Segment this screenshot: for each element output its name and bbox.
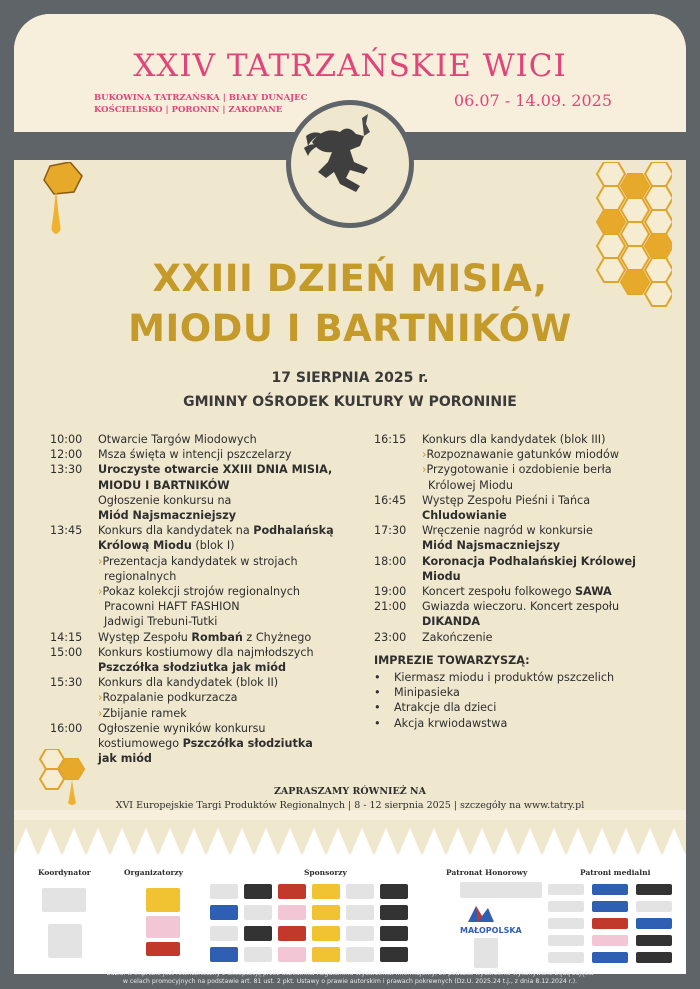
schedule-line: Otwarcie Targów Miodowych (98, 433, 257, 446)
chevron-right-icon: › (98, 706, 103, 720)
schedule-item (374, 599, 674, 629)
schedule-line: ›Prezentacja kandydatek w strojach (98, 554, 298, 568)
extras-item: • Minipasieka (374, 686, 460, 700)
schedule-time: 16:00 (50, 721, 83, 735)
schedule-time: 16:15 (374, 433, 407, 446)
sponsor-logo (346, 905, 374, 920)
zigzag-border (14, 820, 686, 856)
schedule-right-rows (374, 432, 674, 645)
schedule-line: ›Zbijanie ramek (98, 706, 187, 720)
schedule-line: Konkurs dla kandydatek (blok II) (98, 676, 279, 690)
schedule-line: regionalnych (104, 569, 177, 583)
schedule-line: ›Rozpalanie podkurzacza (98, 691, 238, 705)
media-patron-logo (636, 952, 672, 963)
schedule-line: Występ Zespołu Pieśni i Tańca (422, 493, 591, 507)
schedule-item (374, 523, 674, 553)
media-patron-logo (592, 952, 628, 963)
schedule-right (374, 432, 674, 731)
schedule-line: MIODU I BARTNIKÓW (98, 478, 230, 492)
media-patron-logo (548, 884, 584, 895)
sponsor-logo (346, 926, 374, 941)
schedule-description (422, 493, 674, 523)
schedule-time: 17:30 (374, 524, 407, 538)
schedule-time: 18:00 (374, 554, 407, 568)
media-patron-logo (548, 918, 584, 929)
sponsor-logo (210, 905, 238, 920)
running-figure-logo-icon (304, 112, 396, 204)
schedule-item (50, 432, 360, 447)
schedule-time: 13:30 (50, 463, 83, 477)
festival-places: BUKOWINA TATRZAŃSKA | BIAŁY DUNAJEC KOŚCIELISKO | PORONIN | ZAKOPANE (94, 93, 308, 115)
schedule-line: ›Przygotowanie i ozdobienie berła (422, 463, 612, 477)
media-patron-logo (592, 901, 628, 912)
schedule-line: Gwiazda wieczoru. Koncert zespołu (422, 600, 620, 614)
media-patron-logo (636, 901, 672, 912)
schedule-line: DIKANDA (422, 615, 481, 629)
schedule-description (98, 630, 360, 645)
extras-title: IMPREZIE TOWARZYSZĄ: (374, 653, 530, 667)
sponsor-logo (244, 884, 272, 899)
schedule-description (422, 523, 674, 553)
sponsor-logo (210, 947, 238, 962)
schedule-line: jak miód (98, 752, 152, 766)
sponsor-logo (210, 884, 238, 899)
media-patron-logo (548, 901, 584, 912)
schedule-line: Koronacja Podhalańskiej Królowej Miodu (422, 554, 636, 583)
schedule-item (50, 462, 360, 523)
bullet-icon: • (374, 686, 381, 700)
schedule-item (50, 675, 360, 721)
sponsor-logo (346, 947, 374, 962)
sponsor-logo (244, 947, 272, 962)
bullet-icon: • (374, 701, 381, 715)
chevron-right-icon: › (98, 554, 103, 568)
organizer-logo-2 (146, 916, 180, 938)
bullet-icon: • (374, 716, 381, 730)
schedule-line: Ogłoszenie wyników konkursu (98, 721, 266, 735)
schedule-line: Konkurs dla kandydatek (blok III) (422, 433, 606, 446)
patronage-text-logo (460, 882, 542, 898)
schedule-time: 23:00 (374, 630, 407, 644)
extras-item: • Kiermasz miodu i produktów pszczelich (374, 671, 615, 685)
schedule-description (422, 599, 674, 629)
media-patron-logo (592, 884, 628, 895)
extras-item: • Atrakcje dla dzieci (374, 701, 497, 715)
schedule-line: Zakończenie (422, 630, 493, 644)
schedule-line: Pracowni HAFT FASHION (104, 600, 240, 614)
media-patron-logo (636, 884, 672, 895)
sponsor-logo (380, 947, 408, 962)
media-patron-logo (636, 918, 672, 929)
schedule-description (98, 523, 360, 629)
chevron-right-icon: › (98, 691, 103, 705)
schedule-time: 15:30 (50, 676, 83, 690)
schedule-line: Pszczółka słodziutka jak miód (98, 661, 286, 675)
sponsor-logo (312, 926, 340, 941)
schedule-line: Msza święta w intencji pszczelarzy (98, 448, 292, 462)
sponsor-logo (346, 884, 374, 899)
sponsor-logo (312, 905, 340, 920)
schedule-line: Królowej Miodu (428, 478, 513, 492)
schedule-line: Chludowianie (422, 509, 507, 523)
schedule-item (374, 584, 674, 599)
legal-footer: Udział w imprezie jest równoznaczny z akceptacją przez uczestnika Regulaminu Wydarzenia. Informujemy, że podczas wydarzenia wykonywane będą zdjęcia w celach promocyjnych na podstawie art. 81 ust. 2 pkt. Ustawy o prawie autorskim i prawach pokrewnych (Dz.U. 2025.24 t.j., z dnia 8.12.2024 r.). (106, 970, 594, 985)
festival-dates: 06.07 - 14.09. 2025 (453, 91, 612, 110)
malopolska-label: MAŁOPOLSKA (460, 926, 522, 935)
patronage-heading: Patronat Honorowy (446, 868, 528, 877)
extras-list (374, 670, 674, 731)
sponsor-logo (244, 926, 272, 941)
schedule-time: 12:00 (50, 448, 83, 462)
schedule-left (50, 432, 360, 766)
schedule-line: Miód Najsmaczniejszy (98, 509, 236, 523)
malopolska-mark-icon (466, 902, 496, 924)
patronage-crest-logo (474, 938, 498, 968)
schedule-line: Występ Zespołu Rombań z Chyżnego (98, 630, 312, 644)
coordinator-logo (42, 888, 86, 912)
chevron-right-icon: › (422, 463, 427, 477)
media-patron-logo (592, 935, 628, 946)
schedule-description (422, 630, 674, 645)
schedule-item (374, 493, 674, 523)
partners-section (14, 854, 686, 974)
sponsor-logo (312, 884, 340, 899)
schedule-line: Konkurs dla kandydatek na Podhalańską (98, 524, 334, 538)
event-date: 17 SIERPNIA 2025 r. (271, 370, 429, 386)
schedule-item (374, 432, 674, 493)
sponsor-logo (278, 884, 306, 899)
media-heading: Patroni medialni (580, 868, 651, 877)
schedule-line: kostiumowego Pszczółka słodziutka (98, 737, 313, 751)
poster (14, 14, 686, 974)
schedule-item (50, 630, 360, 645)
media-patron-logo (548, 952, 584, 963)
event-place: GMINNY OŚRODEK KULTURY W PORONINIE (183, 394, 517, 410)
sponsors-heading: Sponsorzy (304, 868, 347, 877)
chevron-right-icon: › (422, 448, 427, 462)
festival-title: XXIV TATRZAŃSKIE WICI (133, 48, 567, 84)
coordinator-heading: Koordynator (38, 868, 91, 877)
schedule-line: ›Pokaz kolekcji strojów regionalnych (98, 585, 300, 599)
invite-heading: ZAPRASZAMY RÓWNIEŻ NA (274, 786, 426, 797)
organizer-logo-3 (146, 942, 180, 956)
organizer-logo-1 (146, 888, 180, 912)
schedule-item (50, 523, 360, 629)
bullet-icon: • (374, 671, 381, 685)
schedule-line: ›Rozpoznawanie gatunków miodów (422, 448, 619, 462)
schedule-description (98, 721, 360, 767)
coordinator-logo-2 (48, 924, 82, 958)
schedule-description (98, 645, 360, 675)
invite-details: XVI Europejskie Targi Produktów Regionalnych | 8 - 12 sierpnia 2025 | szczegóły na www.tatry.pl (115, 800, 585, 811)
sponsor-logo (380, 926, 408, 941)
schedule-item (374, 554, 674, 584)
sponsor-logo (244, 905, 272, 920)
chevron-right-icon: › (98, 585, 103, 599)
schedule-line: Koncert zespołu folkowego SAWA (422, 585, 612, 599)
sponsor-logo (278, 947, 306, 962)
media-patron-logo (548, 935, 584, 946)
schedule-line: Miód Najsmaczniejszy (422, 539, 560, 553)
schedule-time: 19:00 (374, 585, 407, 599)
sponsor-logo (278, 926, 306, 941)
extras-item: • Akcja krwiodawstwa (374, 716, 508, 730)
schedule-time: 13:45 (50, 524, 83, 538)
schedule-line: Konkurs kostiumowy dla najmłodszych (98, 645, 314, 659)
schedule-description (422, 584, 674, 599)
honeycomb-drip-left-icon (40, 162, 100, 242)
schedule-time: 16:45 (374, 493, 407, 507)
schedule-line: Jadwigi Trebuni-Tutki (104, 615, 218, 629)
schedule-line: Wręczenie nagród w konkursie (422, 524, 593, 538)
schedule-line: Ogłoszenie konkursu na (98, 493, 232, 507)
media-patron-logo (592, 918, 628, 929)
schedule-time: 15:00 (50, 645, 83, 659)
schedule-time: 21:00 (374, 600, 407, 614)
schedule-description (98, 432, 360, 447)
schedule-description (98, 462, 360, 523)
schedule-time: 10:00 (50, 433, 83, 446)
media-patron-logo (636, 935, 672, 946)
sponsor-logo (380, 884, 408, 899)
schedule-item (50, 447, 360, 462)
sponsor-logo (210, 926, 238, 941)
schedule-description (98, 447, 360, 462)
schedule-item (50, 645, 360, 675)
organizers-heading: Organizatorzy (124, 868, 184, 877)
schedule-description (422, 432, 674, 493)
sponsor-logo (312, 947, 340, 962)
sponsor-logo (380, 905, 408, 920)
schedule-time: 14:15 (50, 630, 83, 644)
schedule-description (98, 675, 360, 721)
schedule-item (374, 630, 674, 645)
schedule-description (422, 554, 674, 584)
sponsor-logo (278, 905, 306, 920)
event-title: XXIII DZIEŃ MISIA, MIODU I BARTNIKÓW (128, 257, 572, 350)
schedule-line: Królową Miodu (blok I) (98, 539, 235, 553)
schedule-line: Uroczyste otwarcie XXIII DNIA MISIA, (98, 463, 333, 477)
